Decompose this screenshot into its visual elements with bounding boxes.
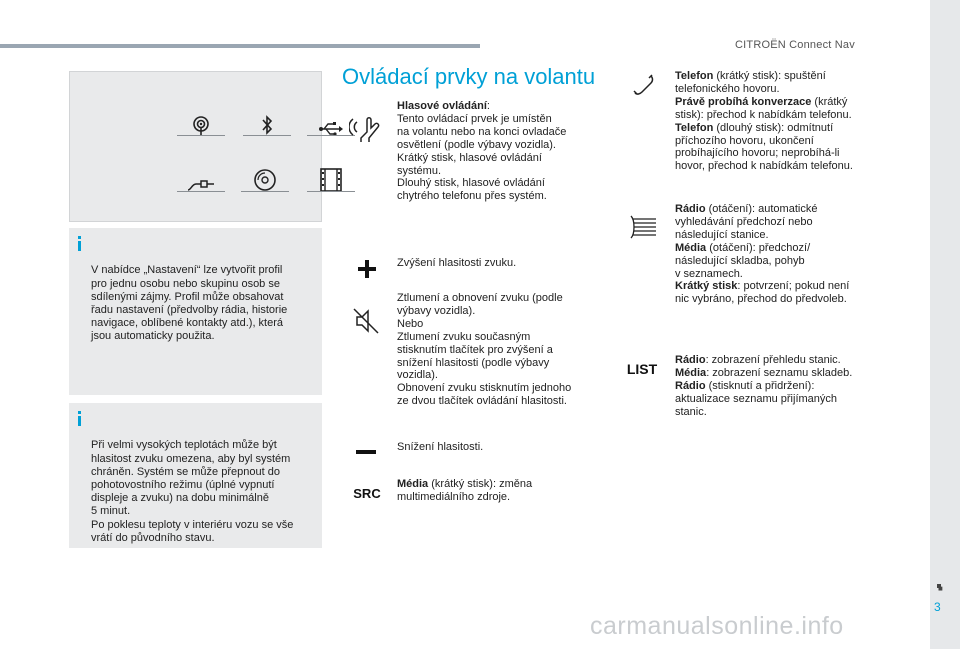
note-temperature — [69, 403, 322, 548]
volume-down-text: Snížení hlasitosti. — [397, 441, 484, 453]
voice-command-text: Hlasové ovládání: Tento ovládací prvek je umístěn na volantu nebo na konci ovladače osvětlení (podle výbavy vozidla). Krátký stisk, hlasové ovládání systému. Dlouhý stisk, hlasové ovládání chytrého telefonu přes systém. — [397, 100, 567, 203]
watermark: carmanualsonline.info — [590, 612, 844, 640]
volume-up-text: Zvýšení hlasitosti zvuku. — [397, 257, 517, 269]
page-number: 3 — [934, 600, 941, 614]
bluetooth-icon — [249, 104, 285, 136]
right-margin-strip — [930, 0, 960, 649]
info-icon-bar — [78, 416, 81, 426]
volume-down-icon — [355, 447, 377, 457]
note-temperature-text: Při velmi vysokých teplotách může být hlasitost zvuku omezena, aby byl systém chráněn. Systém se může přepnout do pohotovostního režimu (úplné vypnutí displeje a zvuku) na dobu minimálně 5 minut. Po poklesu teploty v interiéru vozu se vše vrátí do původního stavu. — [91, 439, 294, 544]
voice-command-icon — [348, 108, 384, 148]
usb-icon — [313, 104, 349, 136]
src-button-label: SRC — [353, 485, 381, 501]
header-rule — [0, 44, 480, 48]
note-profile-settings — [69, 228, 322, 395]
list-button-label: LIST — [626, 361, 658, 377]
info-icon-bar — [78, 241, 81, 251]
aux-cable-icon — [183, 160, 219, 192]
bluetooth-icon — [181, 104, 217, 136]
phone-text: Telefon (krátký stisk): spuštění telefonického hovoru. Právě probíhá konverzace (krátký stisk): přechod k nabídkám telefonu. Telefon (dlouhý stisk): odmítnutí příchozího hovoru, ukončení probíhajícího hovoru; neprobíhá-li hovor, přechod k nabídkám telefonu. — [675, 70, 853, 173]
mute-icon — [350, 305, 382, 337]
thumbwheel-icon — [628, 212, 658, 242]
list-text: Rádio: zobrazení přehledu stanic. Média: zobrazení seznamu skladeb. Rádio (stisknutí a přidržení): aktualizace seznamu přijímaných stanic. — [675, 354, 853, 418]
src-text: Média (krátký stisk): změna multimediálního zdroje. — [397, 478, 533, 503]
continue-marker-glyph: ■ — [938, 584, 943, 593]
thumbwheel-text: Rádio (otáčení): automatické vyhledávání předchozí nebo následující stanice. Média (otáčení): předchozí/ následující skladba, pohyb v seznamech. Krátký stisk: potvrzení; pokud není nic vybráno, přechod do předvoleb. — [675, 203, 850, 306]
source-icons-panel — [69, 71, 322, 222]
mute-text: Ztlumení a obnovení zvuku (podle výbavy vozidla). Nebo Ztlumení zvuku současným stisknutím tlačítek pro zvýšení a snížení hlasitosti (podle výbavy vozidla). Obnovení zvuku stisknutím jednoho ze dvou tlačítek ovládání hlasitosti. — [397, 292, 572, 408]
info-icon — [78, 236, 81, 239]
phone-icon — [630, 72, 656, 98]
volume-up-icon — [356, 258, 378, 280]
info-icon — [78, 411, 81, 414]
cd-icon — [247, 160, 283, 192]
section-title: Ovládací prvky na volantu — [342, 64, 596, 89]
brand-header: CITROËN Connect Nav — [735, 39, 855, 51]
video-icon — [313, 160, 349, 192]
note-profile-text: V nabídce „Nastavení“ lze vytvořit profil pro jednu osobu nebo skupinu osob se sdílenými zájmy. Profil může obsahovat řadu nastavení (předvolby rádia, historie navigace, oblíbené kontakty atd.), která jsou automaticky použita. — [91, 264, 288, 343]
